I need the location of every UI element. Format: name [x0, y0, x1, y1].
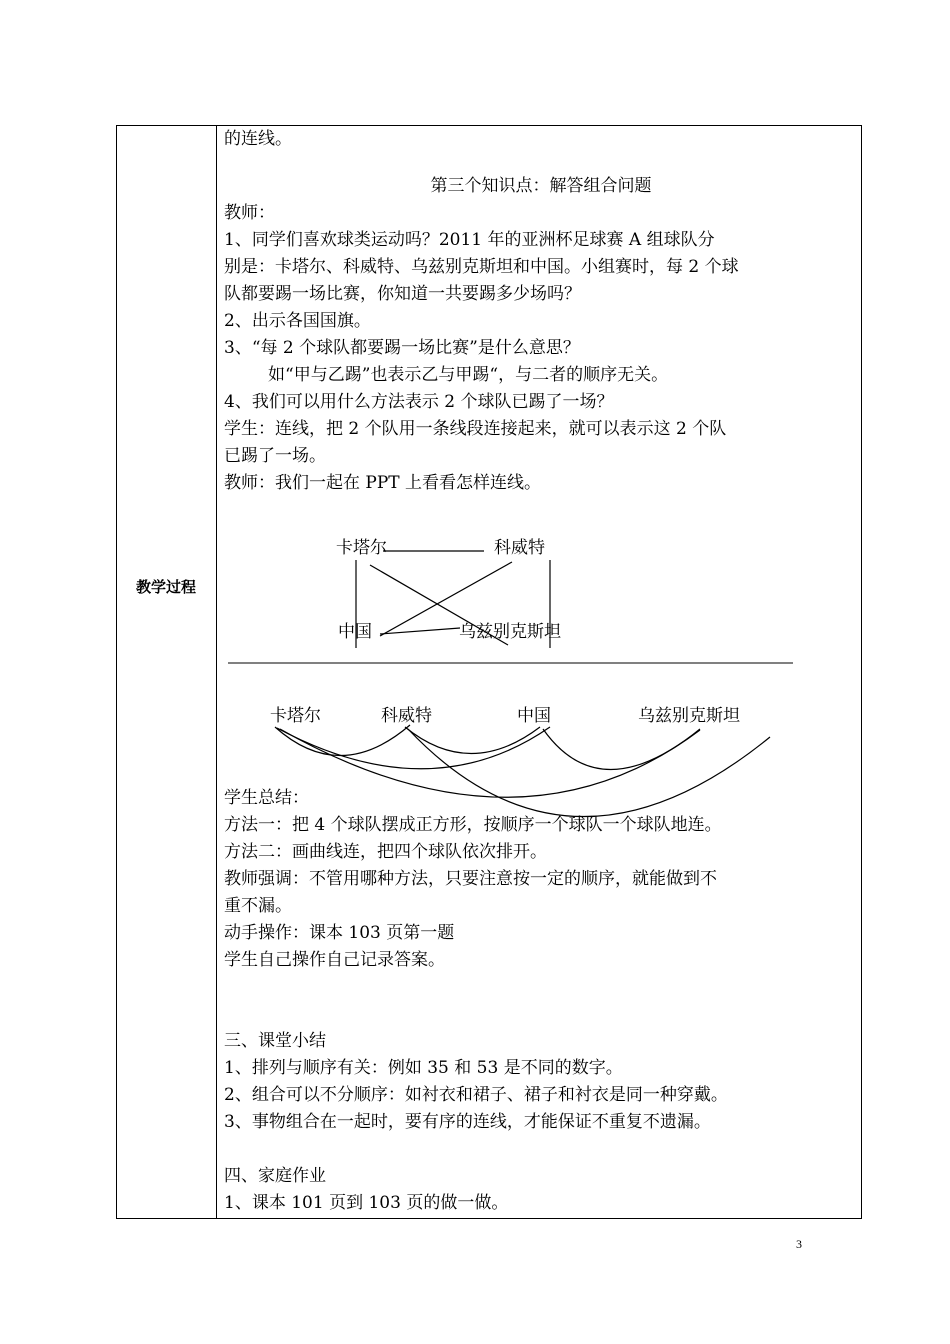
text-line: 4、我们可以用什么方法表示 2 个球队已踢了一场？: [224, 392, 614, 412]
team-label: 卡塔尔: [270, 706, 321, 726]
text-line: 2、出示各国国旗。: [224, 311, 371, 331]
text-line: 的连线。: [224, 129, 292, 149]
text-line: 学生：连线，把 2 个队用一条线段连接起来，就可以表示这 2 个队: [224, 419, 727, 439]
text-line: 3、“每 2 个球队都要踢一场比赛”是什么意思？: [224, 338, 580, 358]
section-heading: 四、家庭作业: [224, 1166, 326, 1186]
curve-diagram: [275, 725, 770, 817]
text-line: 教师强调：不管用哪种方法，只要注意按一定的顺序，就能做到不: [224, 869, 717, 889]
team-label: 乌兹别克斯坦: [638, 706, 740, 726]
text-line: 重不漏。: [224, 896, 292, 916]
team-label: 中国: [517, 706, 551, 726]
text-line: 1、同学们喜欢球类运动吗？2011 年的亚洲杯足球赛 A 组球队分: [224, 230, 715, 250]
text-line: 3、事物组合在一起时，要有序的连线，才能保证不重复不遗漏。: [224, 1112, 711, 1132]
text-line: 学生自己操作自己记录答案。: [224, 950, 445, 970]
text-line: 如“甲与乙踢”也表示乙与甲踢“，与二者的顺序无关。: [268, 365, 669, 385]
text-line: 教师：: [224, 203, 275, 223]
team-label: 科威特: [494, 538, 545, 558]
team-label: 科威特: [381, 706, 432, 726]
section-heading: 三、课堂小结: [224, 1031, 326, 1051]
text-line: 方法一：把 4 个球队摆成正方形，按顺序一个球队一个球队地连。: [224, 815, 722, 835]
text-line: 别是：卡塔尔、科威特、乌兹别克斯坦和中国。小组赛时，每 2 个球: [224, 257, 739, 277]
section-heading: 第三个知识点：解答组合问题: [430, 176, 652, 196]
text-line: 学生总结：: [224, 788, 309, 808]
arc-kuwait-uzbekistan: [408, 729, 770, 817]
team-label: 中国: [338, 622, 372, 642]
arc-qatar-kuwait: [275, 725, 410, 756]
arc-china-uzbekistan: [543, 729, 700, 770]
text-line: 1、课本 101 页到 103 页的做一做。: [224, 1193, 509, 1213]
text-line: 1、排列与顺序有关：例如 35 和 53 是不同的数字。: [224, 1058, 623, 1078]
team-label: 卡塔尔: [336, 538, 387, 558]
text-line: 动手操作：课本 103 页第一题: [224, 923, 455, 943]
text-line: 已踢了一场。: [224, 446, 326, 466]
text-line: 队都要踢一场比赛，你知道一共要踢多少场吗？: [224, 284, 581, 304]
arc-kuwait-china: [405, 727, 540, 754]
text-line: 方法二：画曲线连，把四个球队依次排开。: [224, 842, 547, 862]
row-label: 教学过程: [135, 578, 196, 596]
page-number: 3: [796, 1237, 802, 1251]
text-line: 教师：我们一起在 PPT 上看看怎样连线。: [224, 473, 542, 493]
arc-qatar-uzbekistan: [280, 729, 700, 797]
text-line: 2、组合可以不分顺序：如衬衣和裙子、裙子和衬衣是同一种穿戴。: [224, 1085, 728, 1105]
team-label: 乌兹别克斯坦: [459, 622, 561, 642]
